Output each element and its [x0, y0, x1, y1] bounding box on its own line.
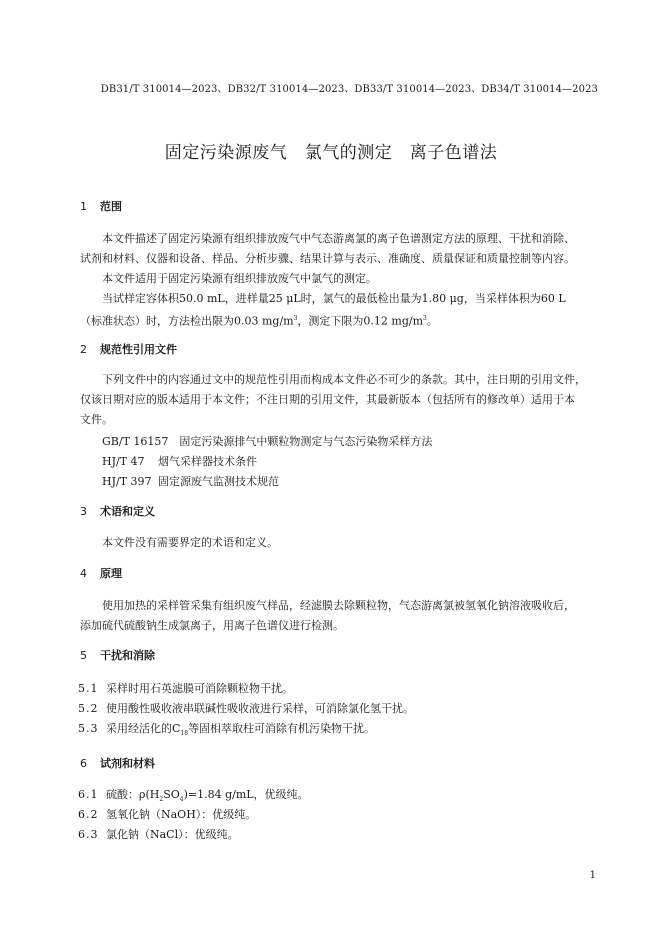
item-number: 5.1: [78, 682, 99, 695]
reference-title: 固定污染源排气中颗粒物测定与气态污染物采样方法: [179, 435, 433, 448]
section-number: 4: [80, 567, 87, 580]
section-title: 干扰和消除: [100, 649, 155, 662]
item-number: 5.2: [78, 702, 99, 715]
item-number: 5.3: [78, 722, 99, 735]
section-2-body: [80, 370, 600, 430]
list-item: [78, 826, 239, 842]
item-text: 等固相萃取柱可消除有机污染物干扰。: [188, 722, 376, 735]
section-title: 术语和定义: [100, 505, 155, 518]
reference-item: [102, 433, 432, 449]
section-1-body: [80, 229, 600, 332]
section-1-heading: [80, 198, 122, 214]
reference-item: [102, 473, 279, 489]
reference-title: 烟气采样器技术条件: [158, 455, 257, 468]
reference-code: GB/T 16157: [102, 435, 169, 448]
subscript: 4: [179, 796, 184, 804]
text-span: （标准状态）时，方法检出限为0.03 mg/m: [80, 314, 294, 328]
section-number: 1: [80, 200, 87, 213]
reference-code: HJ/T 397: [102, 475, 152, 488]
paragraph-line: 文件。: [80, 413, 113, 426]
reference-item: [102, 453, 257, 469]
text-span: ，测定下限为0.12 mg/m: [297, 314, 424, 328]
standard-codes: DB31/T 310014—2023、DB32/T 310014—2023、DB33/T 310014—2023、DB34/T 310014—2023: [100, 84, 598, 95]
list-item: [78, 806, 256, 822]
item-text: 采样时用石英滤膜可消除颗粒物干扰。: [106, 682, 293, 695]
paragraph-line: 本文件描述了固定污染源有组织排放废气中气态游离氯的离子色谱测定方法的原理、干扰和消除、: [102, 232, 575, 245]
paragraph-line: 添加硫代硫酸钠生成氯离子，用离子色谱仪进行检测。: [80, 619, 344, 632]
section-2-heading: [80, 341, 177, 357]
item-text: 硫酸：ρ(H: [106, 788, 160, 801]
paragraph-line: 使用加热的采样管采集有组织废气样品，经滤膜去除颗粒物，气态游离氯被氢氧化钠溶液吸收后，: [102, 599, 575, 612]
section-4-body: [80, 596, 600, 636]
subscript: 18: [180, 730, 189, 738]
document-title: 固定污染源废气 氯气的测定 离子色谱法: [164, 143, 498, 163]
paragraph-line: 本文件没有需要界定的术语和定义。: [102, 536, 278, 549]
item-text: 氯化钠（NaCl）：优级纯。: [106, 828, 239, 841]
item-number: 6.1: [78, 788, 99, 801]
paragraph-line: 本文件适用于固定污染源有组织排放废气中氯气的测定。: [102, 272, 377, 285]
list-item: [78, 720, 375, 737]
section-number: 5: [80, 649, 87, 662]
paragraph-line: 仅该日期对应的版本适用于本文件；不注日期的引用文件，其最新版本（包括所有的修改单）适用于本: [80, 393, 575, 406]
section-3-body: [80, 533, 600, 553]
list-item: [78, 700, 414, 716]
section-number: 2: [80, 343, 87, 356]
section-number: 3: [80, 505, 87, 518]
section-title: 原理: [100, 567, 122, 580]
section-6-heading: [80, 755, 155, 771]
paragraph-line: 试剂和材料、仪器和设备、样品、分析步骤、结果计算与表示、准确度、质量保证和质量控制等内容。: [80, 252, 575, 265]
text-span: 。: [426, 314, 438, 328]
subscript: 2: [159, 796, 164, 804]
paragraph-line: 下列文件中的内容通过文中的规范性引用而构成本文件必不可少的条款。其中，注日期的引用文件，: [102, 373, 586, 386]
item-text: 氢氧化钠（NaOH）：优级纯。: [106, 808, 257, 821]
section-title: 规范性引用文件: [100, 343, 177, 356]
superscript: 3: [293, 315, 298, 322]
item-number: 6.3: [78, 828, 99, 841]
section-title: 试剂和材料: [100, 757, 155, 770]
section-number: 6: [80, 757, 87, 770]
superscript: 3: [423, 315, 427, 322]
paragraph-line: 当试样定容体积50.0 mL，进样量25 μL时，氯气的最低检出量为1.80 μg，当采样体积为60 L: [102, 292, 566, 305]
section-5-heading: [80, 647, 155, 663]
item-text: 使用酸性吸收液串联碱性吸收液进行采样，可消除氯化氢干扰。: [106, 702, 414, 715]
item-text: 采用经活化的C: [106, 722, 181, 735]
item-number: 6.2: [78, 808, 99, 821]
item-text: )=1.84 g/mL，优级纯。: [183, 788, 309, 801]
reference-code: HJ/T 47: [102, 455, 145, 468]
section-title: 范围: [100, 200, 122, 213]
page-number: 1: [589, 870, 596, 881]
list-item: [78, 786, 309, 803]
list-item: [78, 680, 293, 696]
reference-title: 固定源废气监测技术规范: [158, 475, 279, 488]
item-text: SO: [163, 788, 180, 801]
section-3-heading: [80, 503, 155, 519]
paragraph-line: [80, 309, 600, 332]
section-4-heading: [80, 565, 122, 581]
